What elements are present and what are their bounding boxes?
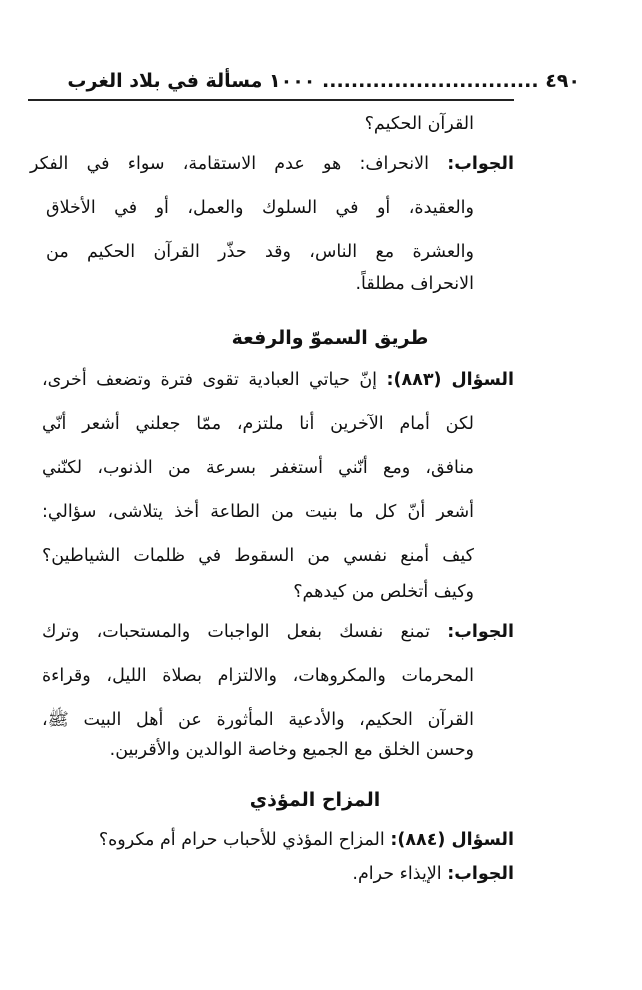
answer-text: الانحراف: هو عدم الاستقامة، سواء في الفكر — [30, 154, 430, 174]
answer-line — [352, 854, 514, 894]
answer-line — [42, 612, 514, 652]
page-number: ٤٩٠ — [545, 70, 580, 92]
question-label: السؤال (٨٨٣): — [386, 370, 514, 390]
section-heading: طريق السموّ والرفعة — [231, 327, 429, 349]
answer-text: الإيذاء حرام. — [352, 864, 442, 884]
answer-label: الجواب: — [447, 154, 514, 174]
answer-label: الجواب: — [447, 622, 514, 642]
text-line: وحسن الخلق مع الجميع وخاصة الوالدين والأقربين. — [109, 740, 474, 760]
book-title: ١٠٠٠ مسألة في بلاد الغرب — [67, 70, 316, 92]
header-rule — [28, 99, 514, 101]
text-line: المحرمات والمكروهات، والالتزام بصلاة الليل، وقراءة — [42, 666, 474, 686]
text-line: لكن أمام الآخرين أنا ملتزم، ممّا جعلني أشعر أنّي — [42, 414, 474, 434]
section-heading: المزاح المؤذي — [249, 789, 381, 811]
header-dots: .............................. — [322, 70, 539, 92]
question-label: السؤال (٨٨٤): — [390, 830, 514, 850]
question-line — [42, 360, 514, 400]
text-line: وكيف أتخلص من كيدهم؟ — [293, 582, 474, 602]
text-line: كيف أمنع نفسي من السقوط في ظلمات الشياطين؟ — [42, 546, 474, 566]
text-line: القرآن الحكيم، والأدعية المأثورة عن أهل البيت ﷺ، — [42, 710, 474, 730]
question-text: إنّ حياتي العبادية تقوى فترة وتضعف أخرى، — [42, 370, 378, 390]
answer-label: الجواب: — [447, 864, 514, 884]
text-line: والعقيدة، أو في السلوك والعمل، أو في الأخلاق — [46, 198, 474, 218]
question-text: المزاح المؤذي للأحباب حرام أم مكروه؟ — [98, 830, 385, 850]
text-line: أشعر أنّ كل ما بنيت من الطاعة أخذ يتلاشى، سؤالي: — [42, 502, 474, 522]
answer-line — [30, 144, 514, 184]
text-line: منافق، ومع أنّني أستغفر بسرعة من الذنوب، لكنّني — [42, 458, 474, 478]
text-line: والعشرة مع الناس، وقد حذّر القرآن الحكيم من — [46, 242, 474, 262]
answer-text: تمنع نفسك بفعل الواجبات والمستحبات، وترك — [42, 622, 431, 642]
running-header — [30, 64, 580, 98]
text-line: الانحراف مطلقاً. — [355, 274, 474, 294]
text-line: القرآن الحكيم؟ — [364, 114, 474, 134]
